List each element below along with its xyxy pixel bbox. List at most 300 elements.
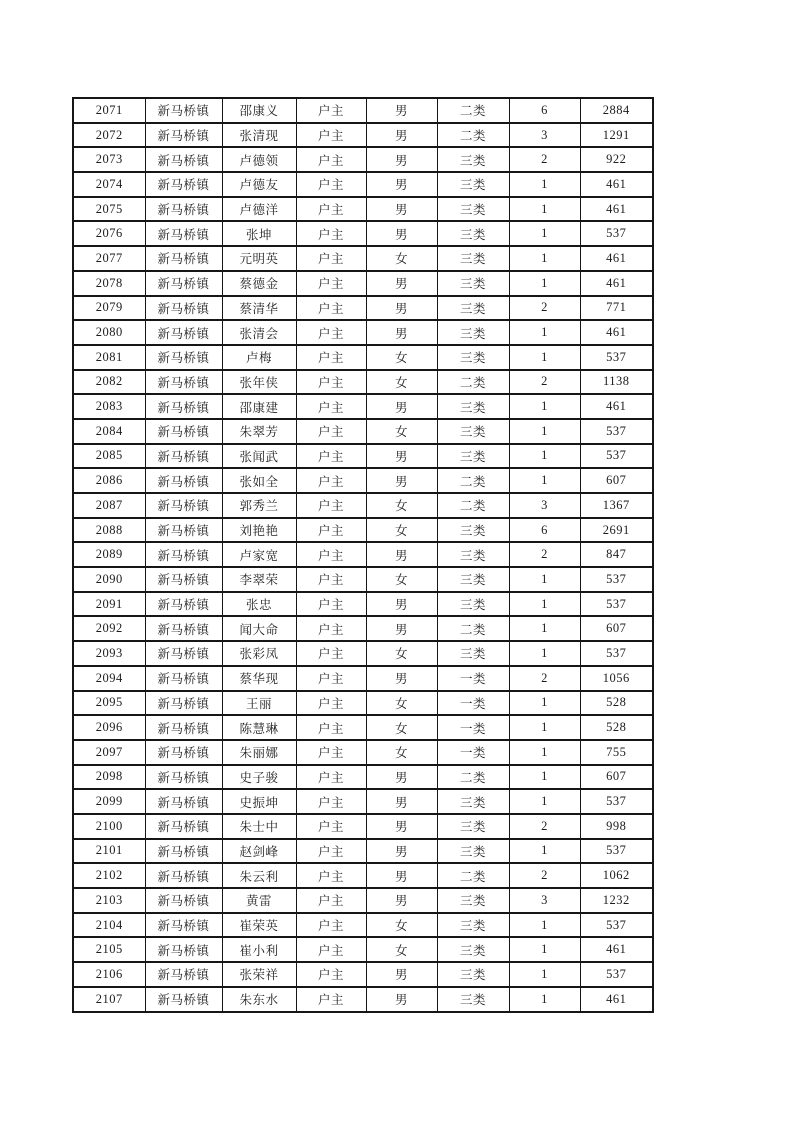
table-cell: 新马桥镇 — [145, 839, 222, 864]
table-cell: 1 — [509, 468, 580, 493]
table-cell: 三类 — [437, 271, 509, 296]
table-cell: 赵剑峰 — [222, 839, 296, 864]
table-row — [73, 221, 653, 246]
table-cell: 1 — [509, 419, 580, 444]
table-cell: 1291 — [580, 123, 653, 148]
table-cell: 1 — [509, 592, 580, 617]
table-cell: 男 — [366, 592, 437, 617]
table-cell: 户主 — [296, 913, 366, 938]
table-cell: 崔荣英 — [222, 913, 296, 938]
table-cell: 1 — [509, 172, 580, 197]
table-cell: 男 — [366, 147, 437, 172]
table-body — [73, 98, 653, 1012]
table-cell: 新马桥镇 — [145, 616, 222, 641]
table-cell: 户主 — [296, 691, 366, 716]
table-row — [73, 691, 653, 716]
table-cell: 卢家宽 — [222, 542, 296, 567]
table-cell: 男 — [366, 987, 437, 1012]
table-cell: 二类 — [437, 370, 509, 395]
table-row — [73, 789, 653, 814]
table-cell: 1 — [509, 789, 580, 814]
table-cell: 二类 — [437, 616, 509, 641]
table-cell: 新马桥镇 — [145, 345, 222, 370]
table-cell: 1 — [509, 394, 580, 419]
table-cell: 二类 — [437, 123, 509, 148]
table-cell: 1 — [509, 962, 580, 987]
table-cell: 张年侠 — [222, 370, 296, 395]
table-cell: 6 — [509, 518, 580, 543]
table-row — [73, 666, 653, 691]
table-cell: 新马桥镇 — [145, 913, 222, 938]
table-cell: 1 — [509, 616, 580, 641]
table-cell: 755 — [580, 740, 653, 765]
table-cell: 1 — [509, 715, 580, 740]
table-cell: 邵康建 — [222, 394, 296, 419]
table-cell: 2087 — [73, 493, 145, 518]
table-cell: 三类 — [437, 221, 509, 246]
table-cell: 2075 — [73, 197, 145, 222]
table-cell: 蔡清华 — [222, 296, 296, 321]
table-cell: 新马桥镇 — [145, 987, 222, 1012]
table-cell: 女 — [366, 740, 437, 765]
table-cell: 新马桥镇 — [145, 444, 222, 469]
table-cell: 461 — [580, 987, 653, 1012]
table-cell: 2 — [509, 296, 580, 321]
table-cell: 卢德领 — [222, 147, 296, 172]
table-cell: 男 — [366, 542, 437, 567]
table-cell: 2077 — [73, 246, 145, 271]
table-cell: 2093 — [73, 641, 145, 666]
table-cell: 新马桥镇 — [145, 641, 222, 666]
table-cell: 1 — [509, 271, 580, 296]
table-cell: 461 — [580, 320, 653, 345]
table-cell: 二类 — [437, 863, 509, 888]
table-cell: 三类 — [437, 345, 509, 370]
table-cell: 528 — [580, 715, 653, 740]
table-cell: 二类 — [437, 98, 509, 123]
table-cell: 张坤 — [222, 221, 296, 246]
table-cell: 户主 — [296, 567, 366, 592]
table-cell: 新马桥镇 — [145, 592, 222, 617]
table-row — [73, 197, 653, 222]
table-cell: 2092 — [73, 616, 145, 641]
table-cell: 1 — [509, 691, 580, 716]
table-row — [73, 345, 653, 370]
table-cell: 2105 — [73, 937, 145, 962]
table-cell: 女 — [366, 419, 437, 444]
table-cell: 2085 — [73, 444, 145, 469]
table-row — [73, 444, 653, 469]
table-row — [73, 592, 653, 617]
table-row — [73, 320, 653, 345]
table-cell: 户主 — [296, 221, 366, 246]
table-cell: 男 — [366, 616, 437, 641]
table-cell: 新马桥镇 — [145, 814, 222, 839]
table-cell: 朱士中 — [222, 814, 296, 839]
table-cell: 2090 — [73, 567, 145, 592]
table-cell: 新马桥镇 — [145, 888, 222, 913]
table-cell: 张清现 — [222, 123, 296, 148]
table-cell: 朱东水 — [222, 987, 296, 1012]
table-cell: 户主 — [296, 370, 366, 395]
table-cell: 2082 — [73, 370, 145, 395]
table-cell: 1 — [509, 221, 580, 246]
table-cell: 张清会 — [222, 320, 296, 345]
table-cell: 537 — [580, 345, 653, 370]
table-cell: 户主 — [296, 345, 366, 370]
table-cell: 2081 — [73, 345, 145, 370]
table-cell: 一类 — [437, 740, 509, 765]
table-cell: 528 — [580, 691, 653, 716]
table-cell: 三类 — [437, 394, 509, 419]
table-cell: 新马桥镇 — [145, 567, 222, 592]
table-cell: 朱云利 — [222, 863, 296, 888]
table-cell: 男 — [366, 666, 437, 691]
table-cell: 新马桥镇 — [145, 271, 222, 296]
table-cell: 1138 — [580, 370, 653, 395]
table-cell: 1367 — [580, 493, 653, 518]
table-cell: 邵康义 — [222, 98, 296, 123]
table-cell: 陈慧琳 — [222, 715, 296, 740]
table-cell: 新马桥镇 — [145, 394, 222, 419]
table-cell: 张闻武 — [222, 444, 296, 469]
table-cell: 537 — [580, 592, 653, 617]
table-cell: 卢德友 — [222, 172, 296, 197]
table-cell: 新马桥镇 — [145, 789, 222, 814]
table-cell: 卢梅 — [222, 345, 296, 370]
table-cell: 男 — [366, 320, 437, 345]
table-cell: 户主 — [296, 271, 366, 296]
table-cell: 男 — [366, 221, 437, 246]
table-cell: 朱丽娜 — [222, 740, 296, 765]
table-cell: 新马桥镇 — [145, 123, 222, 148]
table-cell: 537 — [580, 567, 653, 592]
table-cell: 卢德洋 — [222, 197, 296, 222]
table-cell: 2091 — [73, 592, 145, 617]
table-cell: 一类 — [437, 715, 509, 740]
table-cell: 户主 — [296, 666, 366, 691]
table-cell: 新马桥镇 — [145, 172, 222, 197]
table-cell: 户主 — [296, 394, 366, 419]
table-cell: 1 — [509, 197, 580, 222]
table-row — [73, 839, 653, 864]
table-cell: 1232 — [580, 888, 653, 913]
table-cell: 男 — [366, 444, 437, 469]
table-cell: 女 — [366, 937, 437, 962]
table-cell: 新马桥镇 — [145, 147, 222, 172]
table-cell: 户主 — [296, 765, 366, 790]
table-cell: 537 — [580, 839, 653, 864]
table-cell: 男 — [366, 962, 437, 987]
table-cell: 2086 — [73, 468, 145, 493]
table-cell: 三类 — [437, 839, 509, 864]
table-cell: 2100 — [73, 814, 145, 839]
table-cell: 3 — [509, 123, 580, 148]
table-cell: 户主 — [296, 172, 366, 197]
table-row — [73, 370, 653, 395]
table-cell: 户主 — [296, 888, 366, 913]
table-cell: 2096 — [73, 715, 145, 740]
table-cell: 三类 — [437, 962, 509, 987]
table-cell: 3 — [509, 493, 580, 518]
table-cell: 三类 — [437, 147, 509, 172]
table-cell: 二类 — [437, 493, 509, 518]
table-row — [73, 765, 653, 790]
household-subsidy-table — [72, 97, 654, 1013]
table-cell: 户主 — [296, 542, 366, 567]
table-cell: 户主 — [296, 320, 366, 345]
table-cell: 三类 — [437, 172, 509, 197]
table-cell: 新马桥镇 — [145, 221, 222, 246]
table-row — [73, 814, 653, 839]
table-cell: 男 — [366, 123, 437, 148]
table-cell: 新马桥镇 — [145, 197, 222, 222]
table-cell: 张彩凤 — [222, 641, 296, 666]
table-cell: 461 — [580, 246, 653, 271]
table-cell: 新马桥镇 — [145, 296, 222, 321]
table-cell: 三类 — [437, 913, 509, 938]
table-cell: 2073 — [73, 147, 145, 172]
table-cell: 男 — [366, 468, 437, 493]
table-cell: 男 — [366, 172, 437, 197]
table-cell: 2097 — [73, 740, 145, 765]
table-cell: 三类 — [437, 444, 509, 469]
table-cell: 1 — [509, 320, 580, 345]
table-row — [73, 987, 653, 1012]
table-cell: 2 — [509, 542, 580, 567]
table-cell: 一类 — [437, 666, 509, 691]
table-cell: 1 — [509, 987, 580, 1012]
table-cell: 女 — [366, 715, 437, 740]
table-cell: 二类 — [437, 468, 509, 493]
table-row — [73, 468, 653, 493]
table-cell: 户主 — [296, 197, 366, 222]
table-cell: 6 — [509, 98, 580, 123]
table-cell: 2088 — [73, 518, 145, 543]
table-cell: 崔小利 — [222, 937, 296, 962]
table-row — [73, 296, 653, 321]
table-cell: 女 — [366, 913, 437, 938]
table-row — [73, 123, 653, 148]
table-cell: 2080 — [73, 320, 145, 345]
table-cell: 户主 — [296, 839, 366, 864]
table-cell: 537 — [580, 913, 653, 938]
table-cell: 男 — [366, 863, 437, 888]
table-row — [73, 715, 653, 740]
table-cell: 男 — [366, 814, 437, 839]
table-cell: 户主 — [296, 246, 366, 271]
table-cell: 2072 — [73, 123, 145, 148]
table-cell: 男 — [366, 197, 437, 222]
table-cell: 女 — [366, 691, 437, 716]
table-row — [73, 419, 653, 444]
table-cell: 户主 — [296, 740, 366, 765]
table-row — [73, 888, 653, 913]
table-cell: 2094 — [73, 666, 145, 691]
table-cell: 李翠荣 — [222, 567, 296, 592]
table-cell: 男 — [366, 296, 437, 321]
table-cell: 刘艳艳 — [222, 518, 296, 543]
table-cell: 2083 — [73, 394, 145, 419]
table-cell: 户主 — [296, 641, 366, 666]
table-cell: 女 — [366, 493, 437, 518]
table-cell: 新马桥镇 — [145, 962, 222, 987]
table-cell: 男 — [366, 765, 437, 790]
table-cell: 2074 — [73, 172, 145, 197]
table-cell: 2101 — [73, 839, 145, 864]
table-cell: 朱翠芳 — [222, 419, 296, 444]
table-cell: 461 — [580, 394, 653, 419]
table-cell: 1 — [509, 444, 580, 469]
table-cell: 户主 — [296, 987, 366, 1012]
table-cell: 三类 — [437, 641, 509, 666]
table-row — [73, 567, 653, 592]
table-cell: 张忠 — [222, 592, 296, 617]
table-cell: 461 — [580, 937, 653, 962]
table-cell: 三类 — [437, 320, 509, 345]
table-cell: 户主 — [296, 444, 366, 469]
table-row — [73, 271, 653, 296]
table-cell: 三类 — [437, 542, 509, 567]
table-cell: 3 — [509, 888, 580, 913]
table-cell: 1 — [509, 740, 580, 765]
table-cell: 新马桥镇 — [145, 666, 222, 691]
table-cell: 三类 — [437, 567, 509, 592]
table-cell: 2884 — [580, 98, 653, 123]
table-cell: 女 — [366, 345, 437, 370]
table-cell: 2107 — [73, 987, 145, 1012]
table-cell: 2078 — [73, 271, 145, 296]
table-cell: 黄雷 — [222, 888, 296, 913]
table-cell: 2106 — [73, 962, 145, 987]
table-cell: 二类 — [437, 765, 509, 790]
table-cell: 三类 — [437, 987, 509, 1012]
table-cell: 三类 — [437, 814, 509, 839]
table-cell: 男 — [366, 888, 437, 913]
table-cell: 537 — [580, 641, 653, 666]
table-cell: 三类 — [437, 888, 509, 913]
table-cell: 户主 — [296, 296, 366, 321]
table-cell: 847 — [580, 542, 653, 567]
table-cell: 2 — [509, 814, 580, 839]
table-cell: 1 — [509, 839, 580, 864]
table-cell: 新马桥镇 — [145, 98, 222, 123]
table-cell: 新马桥镇 — [145, 518, 222, 543]
table-cell: 户主 — [296, 863, 366, 888]
table-cell: 2103 — [73, 888, 145, 913]
table-cell: 户主 — [296, 147, 366, 172]
table-row — [73, 98, 653, 123]
table-cell: 户主 — [296, 98, 366, 123]
table-cell: 女 — [366, 246, 437, 271]
table-cell: 户主 — [296, 518, 366, 543]
table-cell: 1 — [509, 567, 580, 592]
table-cell: 537 — [580, 789, 653, 814]
table-cell: 922 — [580, 147, 653, 172]
table-cell: 新马桥镇 — [145, 863, 222, 888]
table-cell: 461 — [580, 197, 653, 222]
table-cell: 1 — [509, 937, 580, 962]
table-cell: 蔡华现 — [222, 666, 296, 691]
table-cell: 607 — [580, 616, 653, 641]
table-cell: 三类 — [437, 246, 509, 271]
table-cell: 三类 — [437, 419, 509, 444]
table-cell: 女 — [366, 370, 437, 395]
table-cell: 2 — [509, 370, 580, 395]
table-cell: 607 — [580, 468, 653, 493]
table-cell: 张如全 — [222, 468, 296, 493]
table-cell: 2 — [509, 863, 580, 888]
table-cell: 新马桥镇 — [145, 765, 222, 790]
table-row — [73, 641, 653, 666]
table-cell: 新马桥镇 — [145, 246, 222, 271]
table-cell: 三类 — [437, 296, 509, 321]
table-row — [73, 542, 653, 567]
table-cell: 2076 — [73, 221, 145, 246]
table-cell: 1062 — [580, 863, 653, 888]
table-cell: 户主 — [296, 123, 366, 148]
table-row — [73, 147, 653, 172]
table-row — [73, 937, 653, 962]
table-cell: 史振坤 — [222, 789, 296, 814]
table-cell: 一类 — [437, 691, 509, 716]
table-cell: 男 — [366, 839, 437, 864]
table-cell: 1 — [509, 246, 580, 271]
table-row — [73, 246, 653, 271]
table-cell: 三类 — [437, 937, 509, 962]
table-cell: 三类 — [437, 592, 509, 617]
table-row — [73, 518, 653, 543]
table-cell: 蔡德金 — [222, 271, 296, 296]
table-row — [73, 172, 653, 197]
table-cell: 户主 — [296, 715, 366, 740]
table-cell: 607 — [580, 765, 653, 790]
table-cell: 男 — [366, 394, 437, 419]
table-cell: 史子骏 — [222, 765, 296, 790]
table-cell: 户主 — [296, 468, 366, 493]
table-cell: 1 — [509, 641, 580, 666]
table-cell: 2691 — [580, 518, 653, 543]
table-cell: 新马桥镇 — [145, 937, 222, 962]
table-cell: 1056 — [580, 666, 653, 691]
table-row — [73, 740, 653, 765]
table-cell: 2084 — [73, 419, 145, 444]
table-cell: 2104 — [73, 913, 145, 938]
table-cell: 2095 — [73, 691, 145, 716]
table-cell: 2071 — [73, 98, 145, 123]
table-cell: 2 — [509, 147, 580, 172]
table-row — [73, 394, 653, 419]
table-cell: 537 — [580, 444, 653, 469]
table-cell: 新马桥镇 — [145, 493, 222, 518]
table-cell: 三类 — [437, 518, 509, 543]
table-cell: 1 — [509, 765, 580, 790]
table-cell: 2079 — [73, 296, 145, 321]
table-cell: 郭秀兰 — [222, 493, 296, 518]
table-cell: 新马桥镇 — [145, 370, 222, 395]
table-row — [73, 962, 653, 987]
table-cell: 户主 — [296, 789, 366, 814]
table-cell: 537 — [580, 419, 653, 444]
table-cell: 新马桥镇 — [145, 468, 222, 493]
table-row — [73, 863, 653, 888]
table-cell: 998 — [580, 814, 653, 839]
table-cell: 1 — [509, 345, 580, 370]
table-row — [73, 913, 653, 938]
table-cell: 新马桥镇 — [145, 691, 222, 716]
table-cell: 男 — [366, 98, 437, 123]
table-cell: 户主 — [296, 493, 366, 518]
